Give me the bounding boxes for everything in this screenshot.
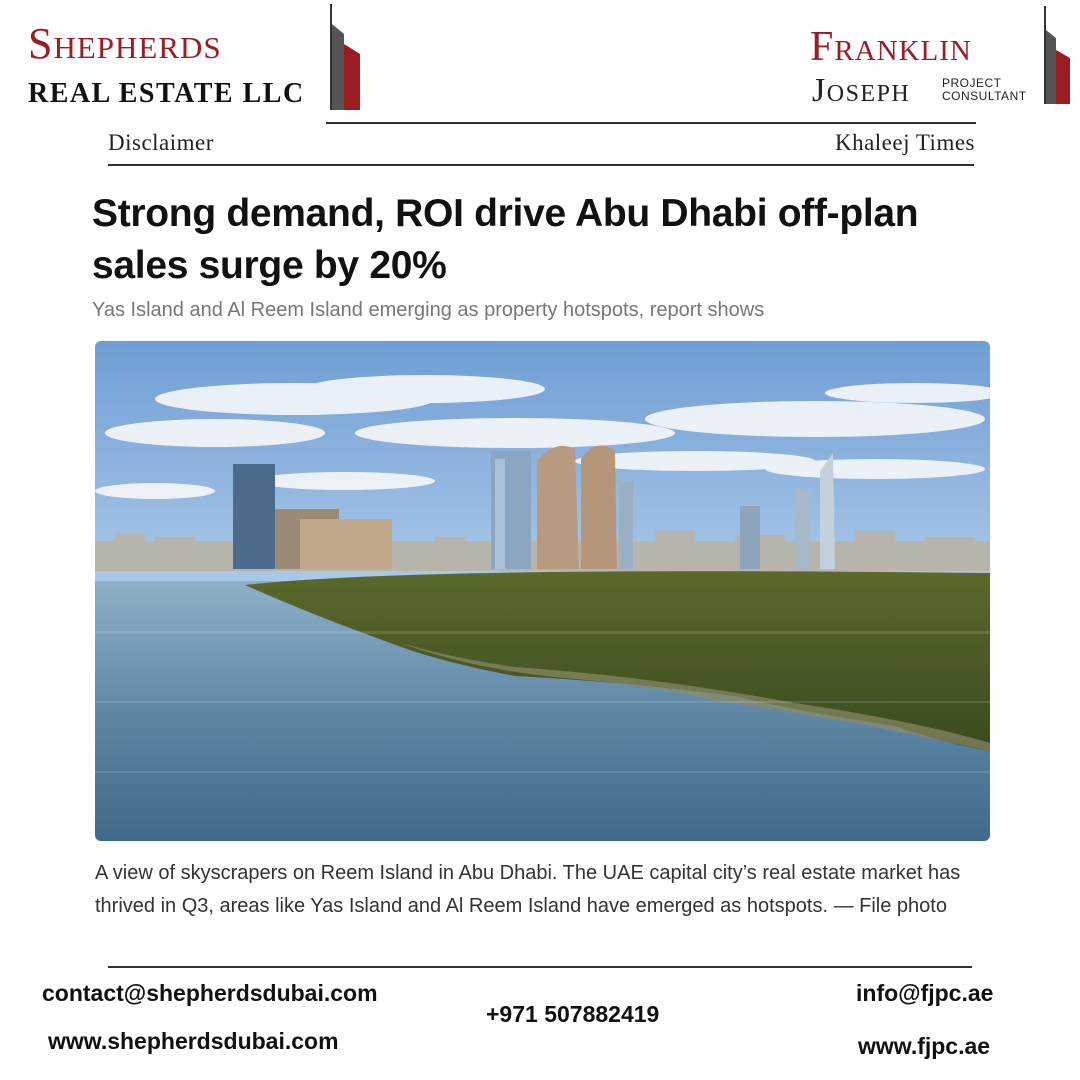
fjpc-website-link[interactable]: www.fjpc.ae [858,1033,991,1059]
franklin-logo-tagline [942,77,1027,103]
header-rule [326,122,976,124]
franklin-logo-title: Franklin [810,24,972,70]
franklin-logo-subtitle: Joseph [812,72,911,109]
shepherds-website-link[interactable]: www.shepherdsdubai.com [48,1028,339,1054]
shepherds-logo-title: Shepherds [28,19,222,68]
disclaimer-label: Disclaimer [108,130,214,155]
meta-rule [108,164,974,166]
headline-line-1: Strong demand, ROI drive Abu Dhabi off-plan [92,192,919,235]
footer-rule [108,966,972,968]
tagline-line-1: PROJECT [942,76,1002,90]
fjpc-email-link[interactable]: info@fjpc.ae [856,980,994,1006]
source-label: Khaleej Times [834,130,975,155]
article-subheadline: Yas Island and Al Reem Island emerging as property hotspots, report shows [92,299,765,321]
reem-island-photo [95,341,990,841]
headline-line-2: sales surge by 20% [92,244,447,287]
article-headline [92,188,1062,292]
franklin-tower-icon [1036,6,1074,104]
tagline-line-2: CONSULTANT [942,89,1027,103]
shepherds-logo-subtitle: REAL ESTATE LLC [28,78,305,109]
phone-link[interactable]: +971 507882419 [486,1001,660,1027]
shepherds-email-link[interactable]: contact@shepherdsdubai.com [42,980,378,1006]
photo-caption: A view of skyscrapers on Reem Island in Abu Dhabi. The UAE capital city’s real estate market has thrived in Q3, areas like Yas Island and Al Reem Island have emerged as hotspots. — File photo [95,862,961,917]
shepherds-tower-icon [318,4,362,110]
